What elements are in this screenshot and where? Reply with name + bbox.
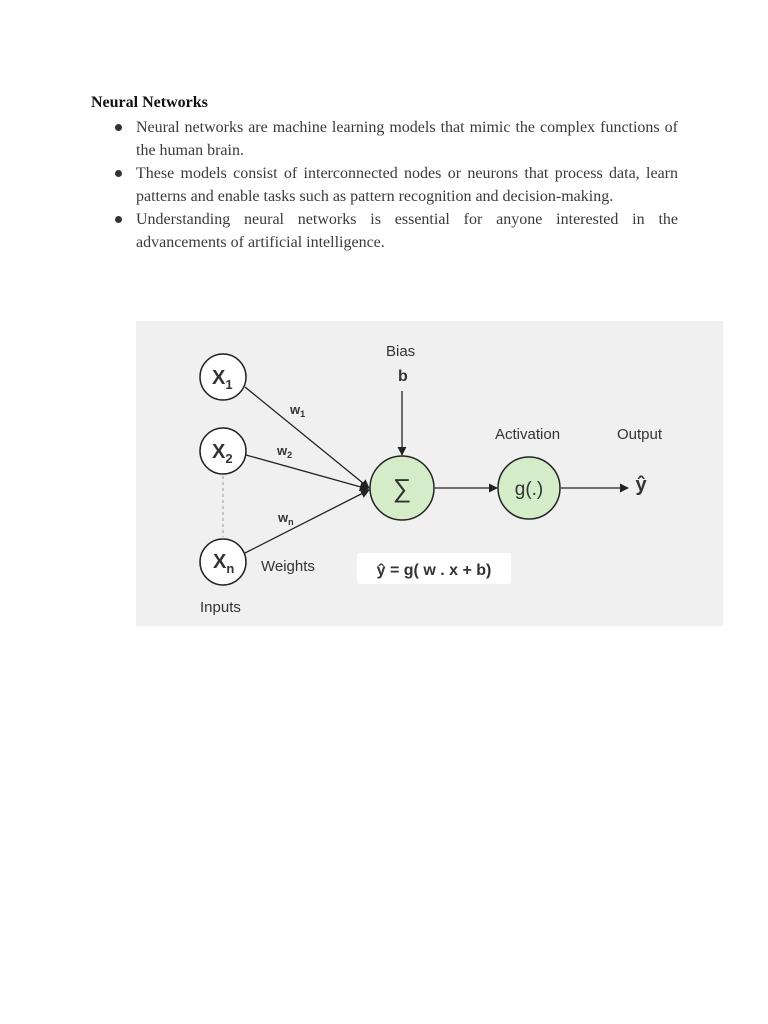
weight-label-1: w	[290, 402, 301, 417]
input-label-n: X	[213, 551, 227, 573]
weight-sub-1: 1	[300, 409, 306, 419]
bullet-text: Understanding neural networks is essential for anyone interested in the advancements of artificial intelligence.	[136, 211, 678, 251]
edge-wn	[245, 490, 369, 553]
svg-text:wn	[277, 510, 294, 527]
input-sub-n: n	[226, 561, 235, 576]
input-sub-2: 2	[225, 451, 233, 466]
edge-w1	[245, 387, 369, 488]
output-symbol: ŷ	[635, 474, 647, 496]
bullet-icon	[115, 170, 122, 177]
weight-sub-n: n	[288, 517, 294, 527]
output-label: Output	[617, 426, 663, 443]
section-heading: Neural Networks	[91, 94, 208, 111]
bullet-list	[112, 116, 678, 254]
bullet-item	[112, 208, 678, 254]
weight-label-2: w	[277, 443, 288, 458]
svg-text:w1	[289, 402, 305, 419]
inputs-label: Inputs	[200, 599, 241, 616]
input-label-1: X	[212, 367, 226, 389]
weights-label: Weights	[261, 558, 315, 575]
input-sub-1: 1	[225, 377, 233, 392]
bullet-item	[112, 162, 678, 208]
svg-text:w2	[276, 443, 292, 460]
formula-text: ŷ = g( w . x + b)	[376, 562, 492, 579]
perceptron-diagram	[136, 321, 723, 626]
weight-sub-2: 2	[287, 450, 293, 460]
bullet-icon	[115, 124, 122, 131]
bias-label: Bias	[386, 343, 416, 360]
input-label-2: X	[212, 441, 226, 463]
activation-function: g(.)	[514, 479, 544, 500]
bullet-item	[112, 116, 678, 162]
summation-symbol: ∑	[392, 473, 412, 503]
bullet-icon	[115, 216, 122, 223]
bias-symbol: b	[398, 368, 408, 385]
weight-label-n: w	[278, 510, 289, 525]
perceptron-svg	[136, 321, 723, 626]
activation-label: Activation	[495, 426, 561, 443]
bullet-text: Neural networks are machine learning models that mimic the complex functions of the human brain.	[136, 119, 678, 159]
bullet-text: These models consist of interconnected nodes or neurons that process data, learn patterns and enable tasks such as pattern recognition and decision-making.	[136, 165, 678, 205]
